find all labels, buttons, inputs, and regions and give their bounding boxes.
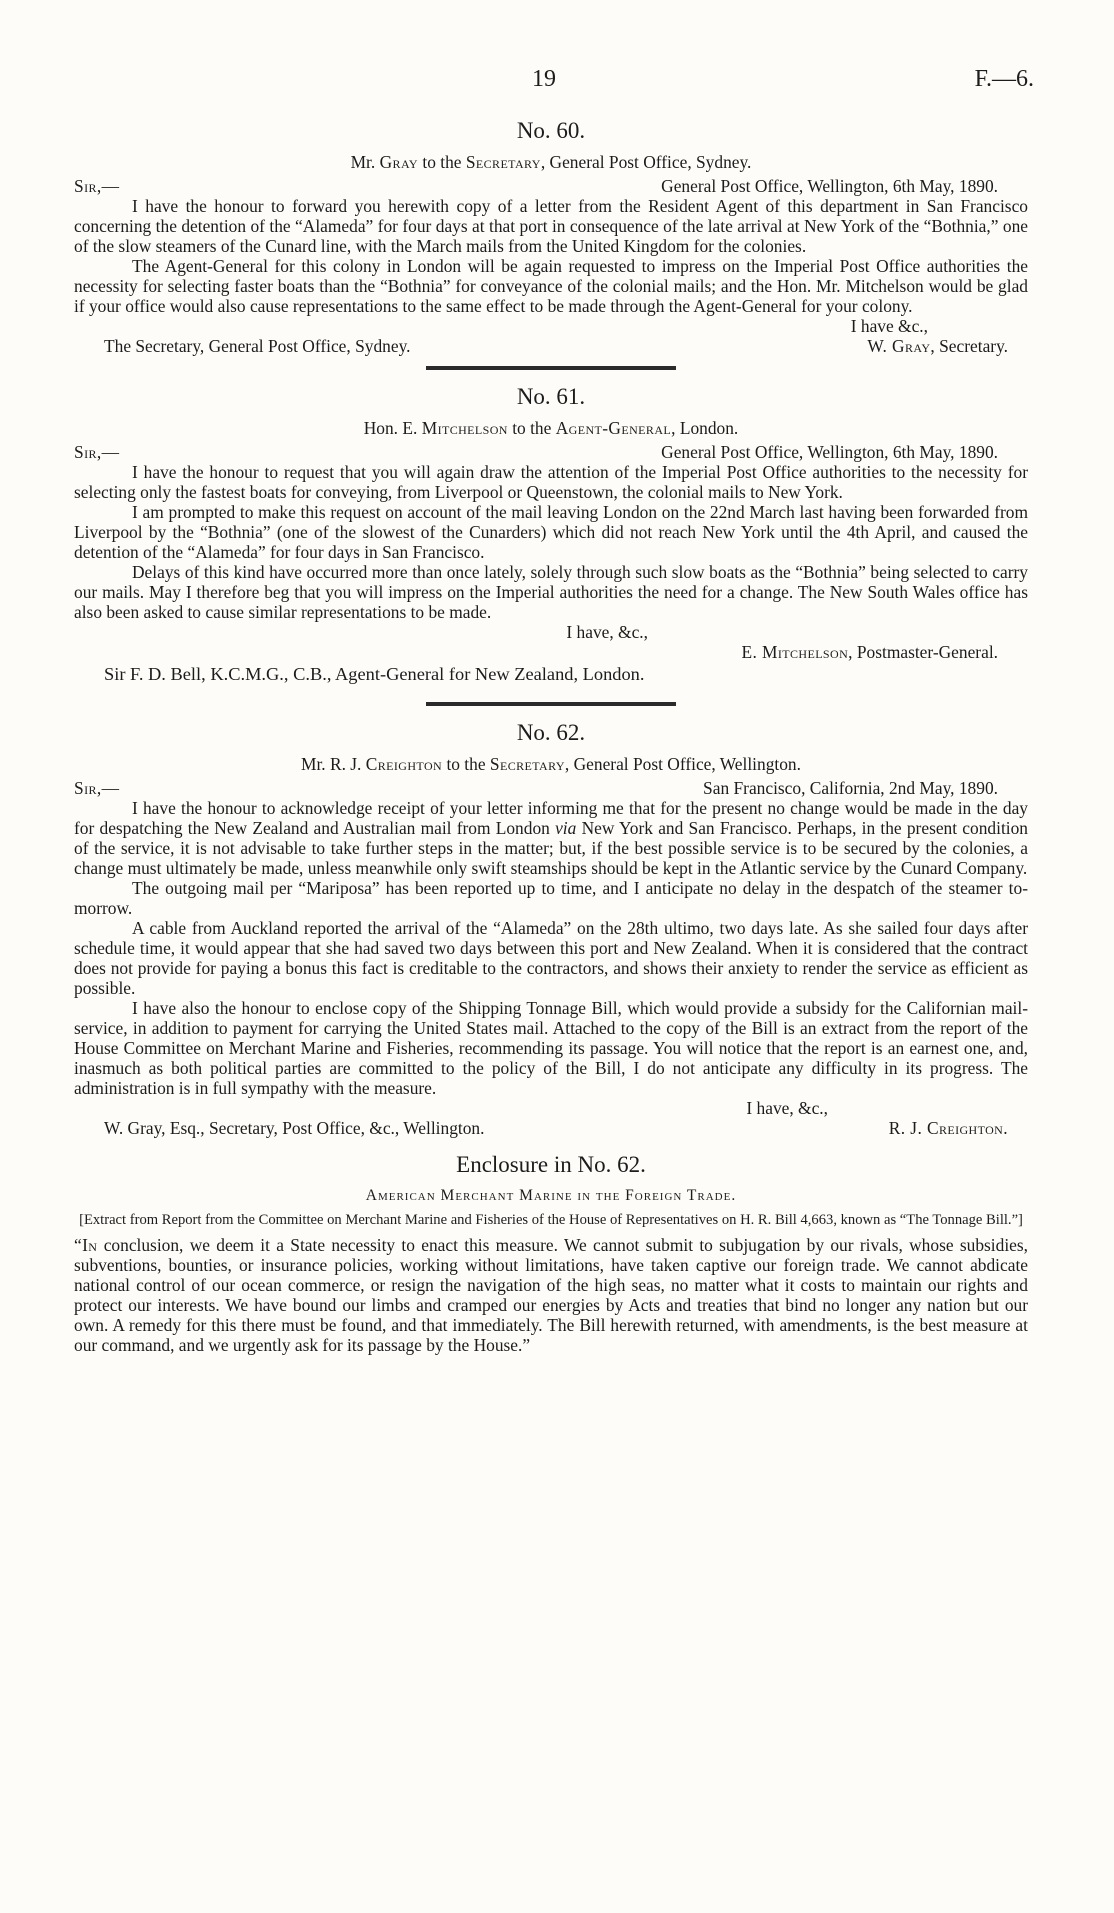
place-date: General Post Office, Wellington, 6th May, 1890. [661,442,998,462]
paragraph: The Agent-General for this colony in London will be again requested to impress on the Imperial Post Office authorities the necessity for selecting faster boats than the “Bothnia” for conveyance of the colonial mails; and the Hon. Mr. Mitchelson would be glad if your office would also cause representations to the same effect to be made through the Agent-General for your colony. [74,256,1028,316]
text-column [74,118,1028,1355]
text-run: New York and San Francisco. Perhaps, in the present condition of the service, it is not advisable to take further steps in the matter; but, if the best possible service is to be secured by the colonies, a change must ultimately be made, unless meanwhile only swift steamships should be kept in the Atlantic service by the Cunard Company. [74,818,1028,878]
signature-title: , Postmaster-General. [848,642,998,662]
signature-name: R. J. Creighton. [888,1118,1008,1138]
letter-62 [74,720,1028,1138]
salutation-line [74,176,1028,196]
paragraph: I am prompted to make this request on account of the mail leaving London on the 22nd March last having been forwarded from Liverpool by the “Bothnia” (one of the slowest of the Cunarders) which did not reach New York until the 4th April, and caused the detention of the “Alameda” for four days in San Francisco. [74,502,1028,562]
heading-mid: to the [422,152,462,172]
quote-body: conclusion, we deem it a State necessity to enact this measure. We cannot submit to subjugation by our rivals, whose subsidies, subventions, bounties, or insurance policies, working without limitations, have taken captive our foreign trade. We cannot abdicate national control of our ocean commerce, or resign the navigation of the high seas, no matter what it costs to maintain our rights and protect our interests. We have bound our limbs and cramped our energies by Acts and treaties that bind no longer any nation but our own. A remedy for this there must be found, and that immediately. The Bill herewith returned, with amendments, is the best measure at our command, and we urgently ask for its passage by the House.” [74,1235,1028,1355]
section-divider [426,366,676,370]
place-date: San Francisco, California, 2nd May, 1890. [703,778,998,798]
paragraph: The outgoing mail per “Mariposa” has been reported up to time, and I anticipate no delay in the despatch of the steamer to-morrow. [74,878,1028,918]
closing: I have &c., [850,316,928,336]
heading-from: Gray [379,152,418,172]
heading-post: , General Post Office, Wellington. [564,754,801,774]
addressee: W. Gray, Esq., Secretary, Post Office, &c., Wellington. [104,1118,485,1138]
addressee: Sir F. D. Bell, K.C.M.G., C.B., Agent-General for New Zealand, London. [104,664,645,684]
heading-from: Mitchelson [421,418,508,438]
paragraph [74,798,1028,878]
heading-pre: Mr. [350,152,376,172]
closing: I have, &c., [566,622,648,642]
heading-to: Agent-General [555,418,672,438]
heading-to: Secretary [489,754,565,774]
letter-heading [74,418,1028,438]
letter-61 [74,384,1028,684]
signature-line [74,336,1028,356]
signature [867,336,1028,356]
paragraph: I have the honour to request that you will again draw the attention of the Imperial Post Office authorities to the necessity for selecting only the fastest boats for conveying, from Liverpool or Queenstown, the colonial mails to New York. [74,462,1028,502]
closing: I have, &c., [746,1098,828,1118]
paragraph: A cable from Auckland reported the arrival of the “Alameda” on the 28th ultimo, two days late. As she sailed four days after schedule time, it would appear that she had saved two days between this port and New Zealand. When it is considered that the contract does not provide for paying a bonus this fact is creditable to the contractors, and shows their anxiety to render the service as efficient as possible. [74,918,1028,998]
heading-pre: Mr. R. J. [301,754,362,774]
signature-line [74,642,1028,662]
signature [742,642,1029,662]
document-reference: F.—6. [974,66,1034,92]
heading-post: , London. [671,418,739,438]
heading-from: Creighton [365,754,443,774]
letter-heading [74,152,1028,172]
enclosure-subtitle: American Merchant Marine in the Foreign Trade. [365,1187,737,1204]
paragraph: I have the honour to forward you herewith copy of a letter from the Resident Agent of this department in San Francisco concerning the detention of the “Alameda” for four days at that port in consequence of the late arrival at New York of the “Bothnia,” one of the slow steamers of the Cunard line, with the March mails from the United Kingdom for the colonies. [74,196,1028,256]
salutation: Sir,— [74,778,120,798]
closing-line [74,316,1028,336]
letter-number: No. 62. [516,720,586,745]
signature-line [74,1118,1028,1138]
paragraph: I have also the honour to enclose copy of the Shipping Tonnage Bill, which would provide a subsidy for the Californian mail-service, in addition to payment for carrying the United States mail. Attached to the copy of the Bill is an extract from the report of the House Committee on Merchant Marine and Fisheries, recommending its passage. You will notice that the report is an earnest one, and, inasmuch as both political parties are committed to the policy of the Bill, I do not anticipate any difficulty in its progress. The administration is in full sympathy with the measure. [74,998,1028,1098]
heading-mid: to the [512,418,552,438]
closing-line [74,622,1028,642]
letter-60 [74,118,1028,356]
signature-name: W. Gray [867,336,931,356]
closing-line [74,1098,1028,1118]
salutation: Sir,— [74,442,120,462]
place-date: General Post Office, Wellington, 6th May, 1890. [661,176,998,196]
enclosure [74,1152,1028,1355]
heading-to: Secretary [465,152,541,172]
letter-number: No. 61. [516,384,586,409]
letter-number: No. 60. [516,118,586,143]
text-run: I have the honour to acknowledge receipt of your letter informing me that for the present no change would be made in the day for despatching the New Zealand and Australian mail from London [74,798,1028,838]
signature-name: E. Mitchelson [741,642,849,662]
paragraph: Delays of this kind have occurred more than once lately, solely through such slow boats as the “Bothnia” being selected to carry our mails. May I therefore beg that you will impress on the Imperial authorities the need for a change. The New South Wales office has also been asked to cause similar representations to be made. [74,562,1028,622]
salutation-line [74,442,1028,462]
quoted-paragraph [74,1235,1028,1355]
heading-mid: to the [446,754,486,774]
text-run-italic: via [555,818,577,838]
enclosure-title: Enclosure in No. 62. [456,1152,646,1177]
extract-note: [Extract from Report from the Committee on Merchant Marine and Fisheries of the House of Representatives on H. R. Bill 4,663, known as “The Tonnage Bill.”] [79,1212,1023,1228]
addressee: The Secretary, General Post Office, Sydney. [104,336,411,356]
heading-post: , General Post Office, Sydney. [540,152,752,172]
section-divider [426,702,676,706]
salutation: Sir,— [74,176,120,196]
quote-opening: “In [74,1235,98,1255]
page-number: 19 [532,66,556,92]
letter-heading [74,754,1028,774]
signature-title: , Secretary. [930,336,1008,356]
heading-pre: Hon. E. [363,418,418,438]
salutation-line [74,778,1028,798]
